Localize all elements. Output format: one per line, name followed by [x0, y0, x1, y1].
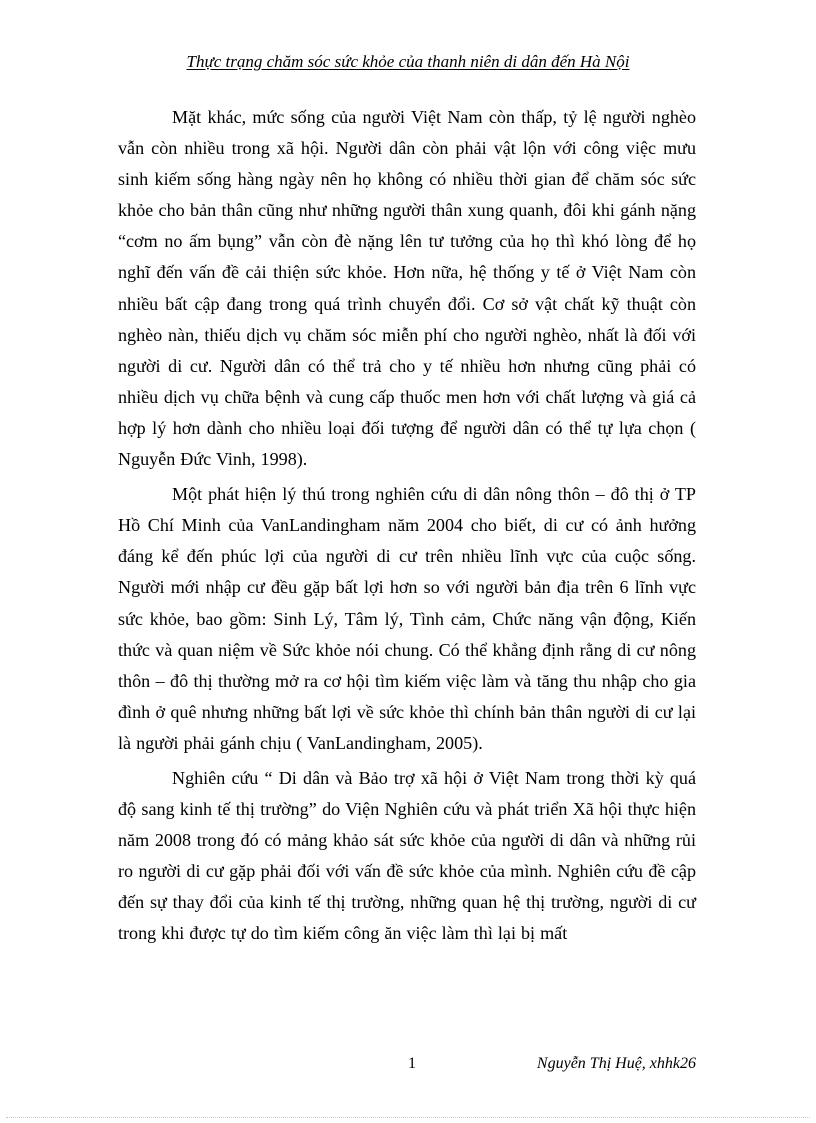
running-header-title: Thực trạng chăm sóc sức khỏe của thanh niên di dân đến Hà Nội — [186, 52, 630, 71]
body-text — [118, 102, 696, 950]
page-footer — [118, 1052, 696, 1076]
paragraph-living-standards: Mặt khác, mức sống của người Việt Nam còn thấp, tỷ lệ người nghèo vẫn còn nhiều trong xã hội. Người dân còn phải vật lộn với công việc mưu sinh kiếm sống hàng ngày nên họ không có nhiều thời gian để chăm sóc sức khỏe cho bản thân cũng như những người thân xung quanh, đôi khi gánh nặng “cơm no ấm bụng” vẫn còn đè nặng lên tư tưởng của họ thì khó lòng để họ nghĩ đến vấn đề cải thiện sức khỏe. Hơn nữa, hệ thống y tế ở Việt Nam còn nhiều bất cập đang trong quá trình chuyển đổi. Cơ sở vật chất kỹ thuật còn nghèo nàn, thiếu dịch vụ chăm sóc miễn phí cho người nghèo, nhất là đối với người di cư. Người dân có thể trả cho y tế nhiều hơn nhưng cũng phải có nhiều dịch vụ chữa bệnh và cung cấp thuốc men hơn với chất lượng và giá cả hợp lý hơn dành cho nhiều loại đối tượng để người dân có thể tự lựa chọn ( Nguyễn Đức Vinh, 1998). — [118, 107, 696, 470]
paragraph-social-protection-study: Nghiên cứu “ Di dân và Bảo trợ xã hội ở Việt Nam trong thời kỳ quá độ sang kinh tế thị trường” do Viện Nghiên cứu và phát triển Xã hội thực hiện năm 2008 trong đó có mảng khảo sát sức khỏe của người di dân và những rủi ro người di cư gặp phải đối với vấn đề sức khỏe của mình. Nghiên cứu đề cập đến sự thay đổi của kinh tế thị trường, những quan hệ thị trường, người di cư trong khi được tự do tìm kiếm công ăn việc làm thì lại bị mất — [118, 767, 696, 944]
paragraph-vanlandingham-study: Một phát hiện lý thú trong nghiên cứu di dân nông thôn – đô thị ở TP Hồ Chí Minh của VanLandingham năm 2004 cho biết, di cư có ảnh hưởng đáng kể đến phúc lợi của người di cư trên nhiều lĩnh vực của cuộc sống. Người mới nhập cư đều gặp bất lợi hơn so với người bản địa trên 6 lĩnh vực sức khỏe, bao gồm: Sinh Lý, Tâm lý, Tình cảm, Chức năng vận động, Kiến thức và quan niệm về Sức khỏe nói chung. Có thể khẳng định rằng di cư nông thôn – đô thị thường mở ra cơ hội tìm kiếm việc làm và tăng thu nhập cho gia đình ở quê nhưng những bất lợi về sức khỏe thì chính bản thân người di cư lại là người phải gánh chịu ( VanLandingham, 2005). — [118, 484, 696, 753]
page-number: 1 — [408, 1055, 416, 1072]
page-bottom-rule — [6, 1117, 810, 1118]
footer-author: Nguyễn Thị Huệ, xhhk26 — [536, 1055, 696, 1072]
